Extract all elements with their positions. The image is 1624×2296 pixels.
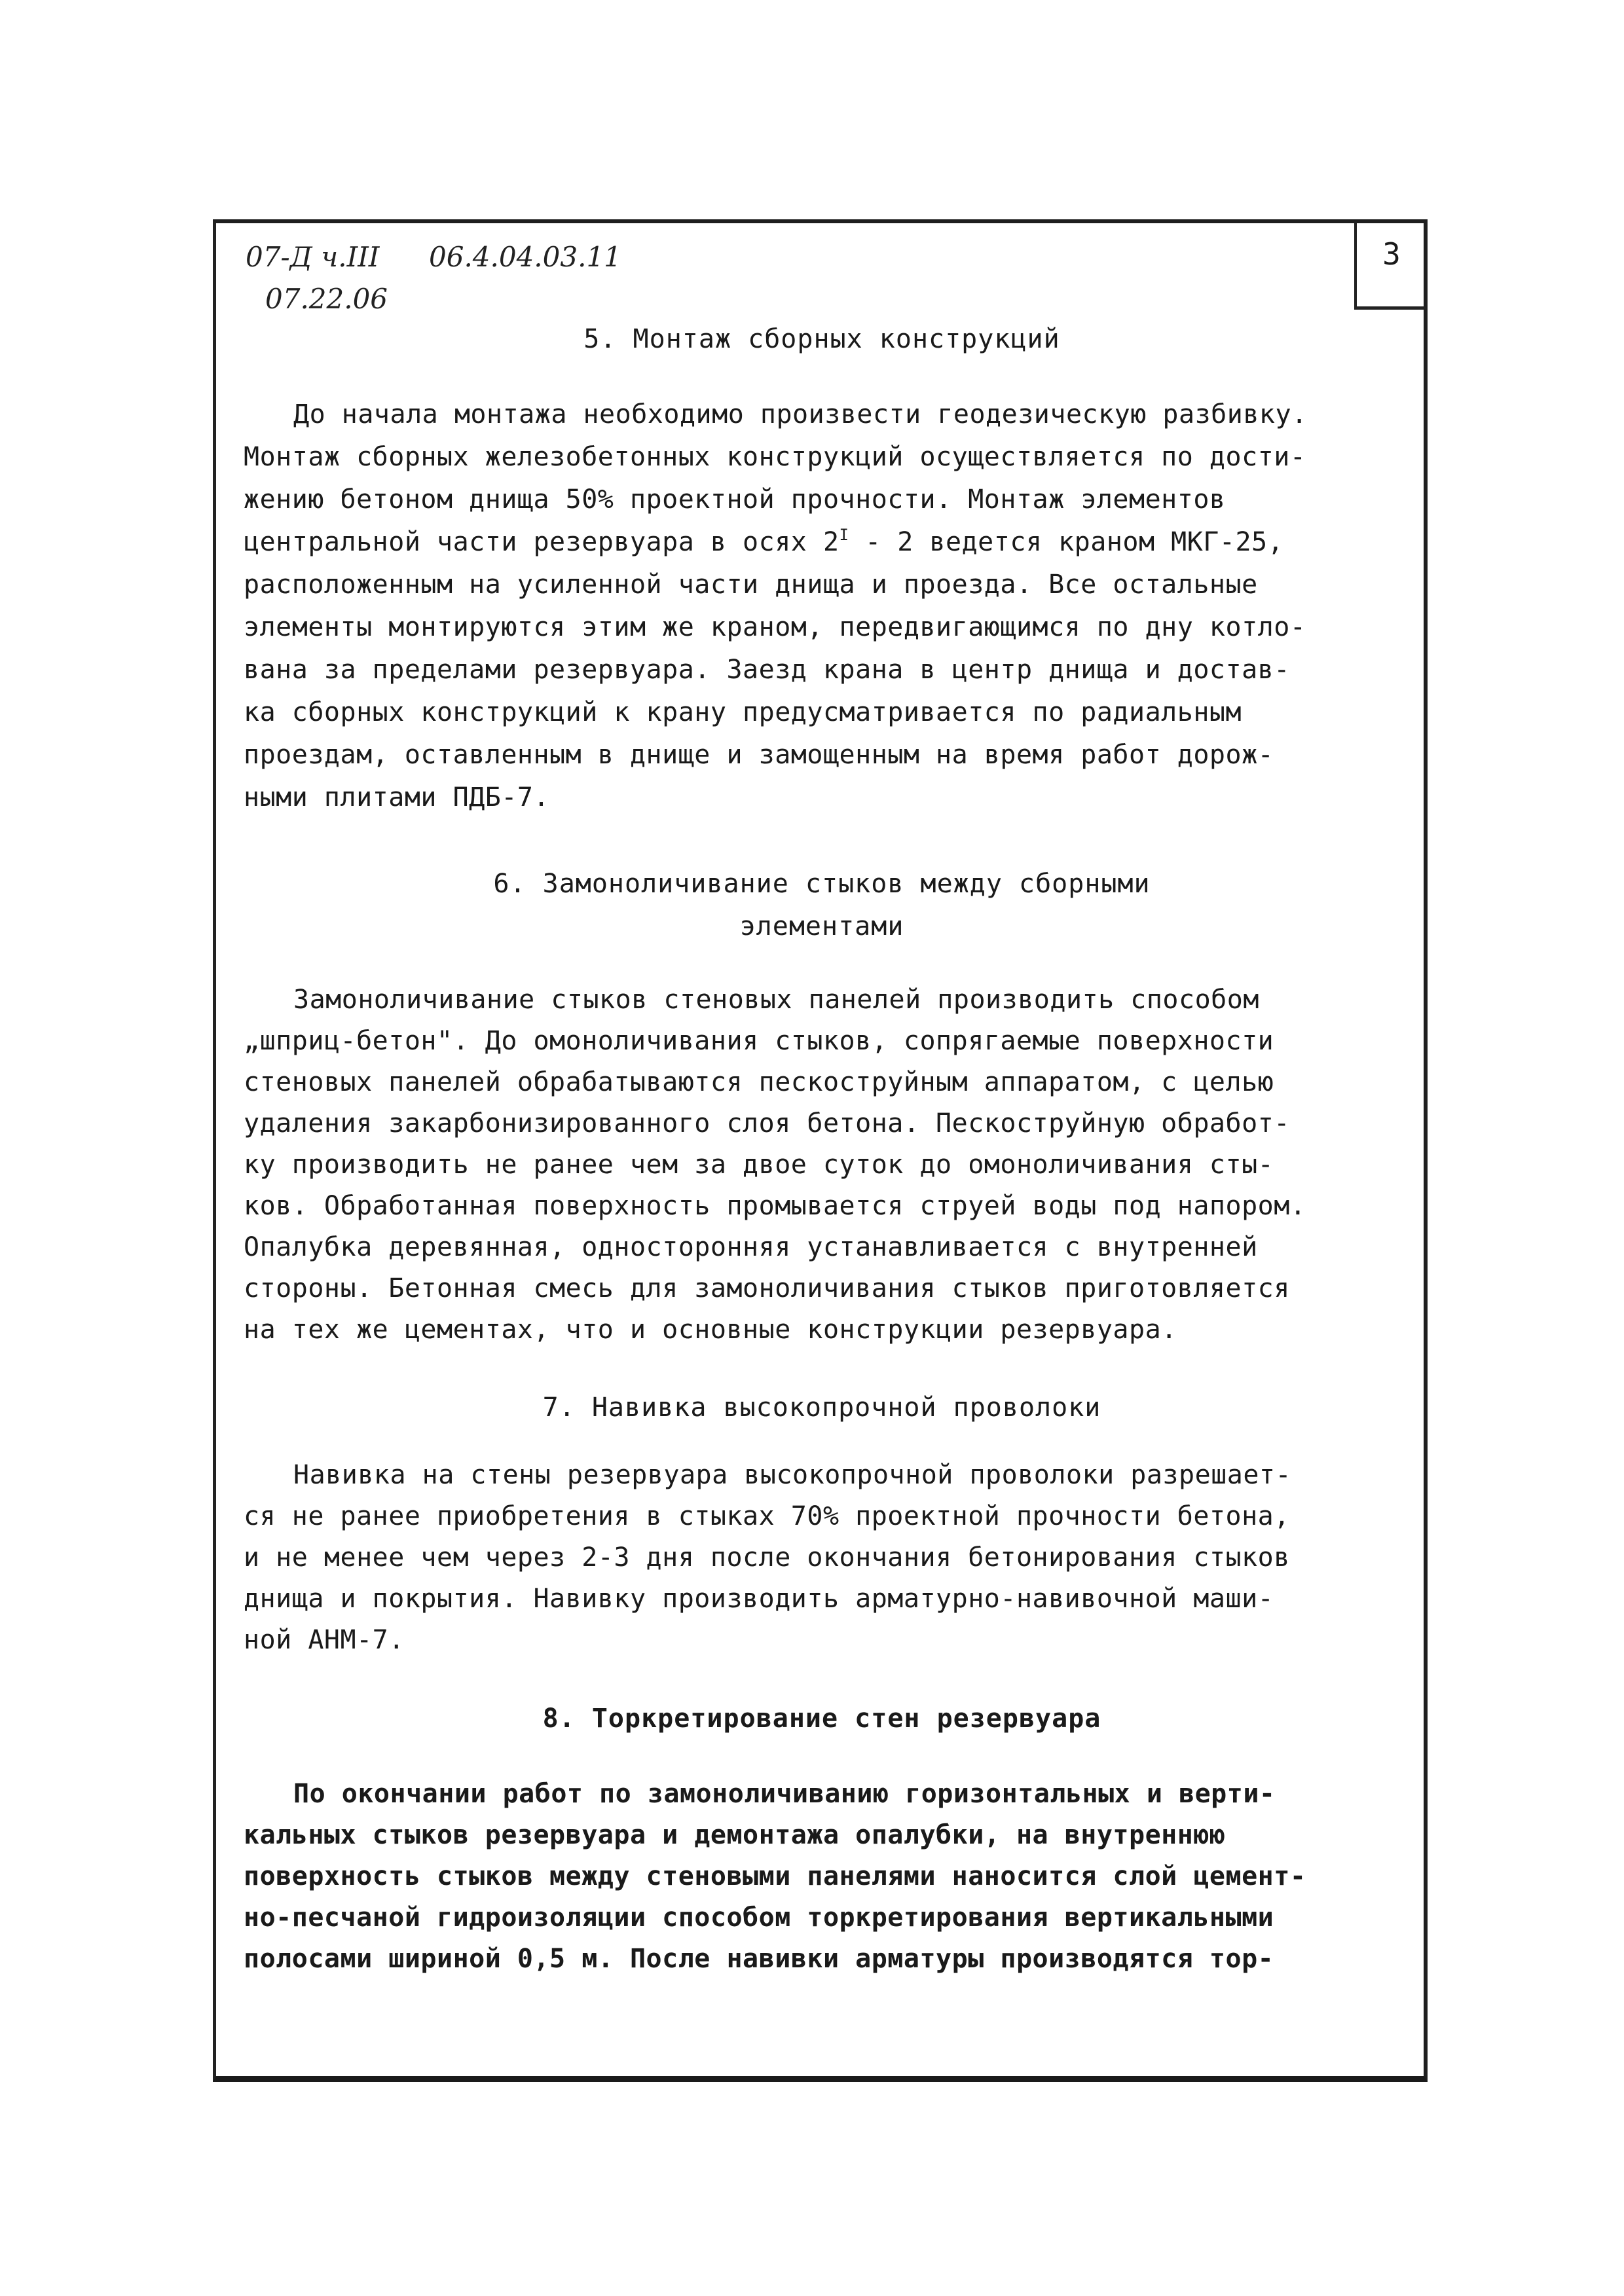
section-7-line: и не менее чем через 2-3 дня после окончания бетонирования стыков xyxy=(244,1542,1290,1573)
section-8-line: но-песчаной гидроизоляции способом торкретирования вертикальными xyxy=(244,1903,1274,1933)
section-7-line: ся не ранее приобретения в стыках 70% проектной прочности бетона, xyxy=(244,1501,1290,1531)
section-8-line: кальных стыков резервуара и демонтажа опалубки, на внутреннюю xyxy=(244,1820,1226,1850)
section-6-line: удаления закарбонизированного слоя бетона. Пескоструйную обработ- xyxy=(244,1108,1290,1139)
doc-code-handwritten: 07-Д ч.III xyxy=(246,241,380,273)
section-6-line: стороны. Бетонная смесь для замоноличивания стыков приготовляется xyxy=(244,1273,1290,1303)
section-8-line: По окончании работ по замоноличиванию горизонтальных и верти- xyxy=(293,1779,1276,1809)
section-8-title: 8. Торкретирование стен резервуара xyxy=(542,1704,1101,1734)
date-handwritten: 07.22.06 xyxy=(265,283,388,315)
section-8-line: поверхность стыков между стеновыми панелями наносится слой цемент- xyxy=(244,1861,1306,1891)
doc-number-handwritten: 06.4.04.03.11 xyxy=(429,241,621,273)
section-5-line: ка сборных конструкций к крану предусматривается по радиальным xyxy=(244,697,1242,727)
section-6-line: „шприц-бетон". До омоноличивания стыков, сопрягаемые поверхности xyxy=(244,1026,1274,1056)
section-7-line: днища и покрытия. Навивку производить арматурно-навивочной маши- xyxy=(244,1584,1274,1614)
section-6-line: ку производить не ранее чем за двое суток до омоноличивания сты- xyxy=(244,1150,1274,1180)
section-6-line: Опалубка деревянная, односторонняя устанавливается с внутренней xyxy=(244,1232,1258,1262)
section-6-line: стеновых панелей обрабатываются пескоструйным аппаратом, с целью xyxy=(244,1067,1274,1097)
section-5-line: проездам, оставленным в днище и замощенным на время работ дорож- xyxy=(244,740,1274,770)
section-5-line: До начала монтажа необходимо произвести геодезическую разбивку. xyxy=(293,399,1308,429)
section-5-line: центральной части резервуара в осях $2^I - 2$ ведется краном МКГ-25, xyxy=(244,526,1284,557)
section-6-line: ков. Обработанная поверхность промывается струей воды под напором. xyxy=(244,1191,1306,1221)
section-5-line: элементы монтируются этим же краном, передвигающимся по дну котло- xyxy=(244,612,1306,642)
section-5-line: вана за пределами резервуара. Заезд крана в центр днища и достав- xyxy=(244,655,1290,685)
section-5-line: ными плитами ПДБ-7. xyxy=(244,782,550,812)
section-6-line: Замоноличивание стыков стеновых панелей производить способом xyxy=(293,985,1259,1015)
section-7-line: ной АНМ-7. xyxy=(244,1625,405,1655)
section-8-line: полосами шириной 0,5 м. После навивки арматуры производятся тор- xyxy=(244,1944,1274,1974)
section-6-title: 6. Замоноличивание стыков между сборными xyxy=(493,869,1151,899)
section-6-line: на тех же цементах, что и основные конструкции резервуара. xyxy=(244,1315,1177,1345)
section-5-line: расположенным на усиленной части днища и проезда. Все остальные xyxy=(244,570,1258,600)
section-5-title: 5. Монтаж сборных конструкций xyxy=(583,324,1060,354)
section-6-title-cont: элементами xyxy=(739,911,904,941)
page-number: 3 xyxy=(1354,221,1426,310)
section-7-line: Навивка на стены резервуара высокопрочной проволоки разрешает- xyxy=(293,1460,1292,1490)
section-7-title: 7. Навивка высокопрочной проволоки xyxy=(542,1393,1101,1423)
section-5-line: Монтаж сборных железобетонных конструкций осуществляется по дости- xyxy=(244,442,1306,472)
section-5-line: жению бетоном днища 50% проектной прочности. Монтаж элементов xyxy=(244,484,1226,515)
